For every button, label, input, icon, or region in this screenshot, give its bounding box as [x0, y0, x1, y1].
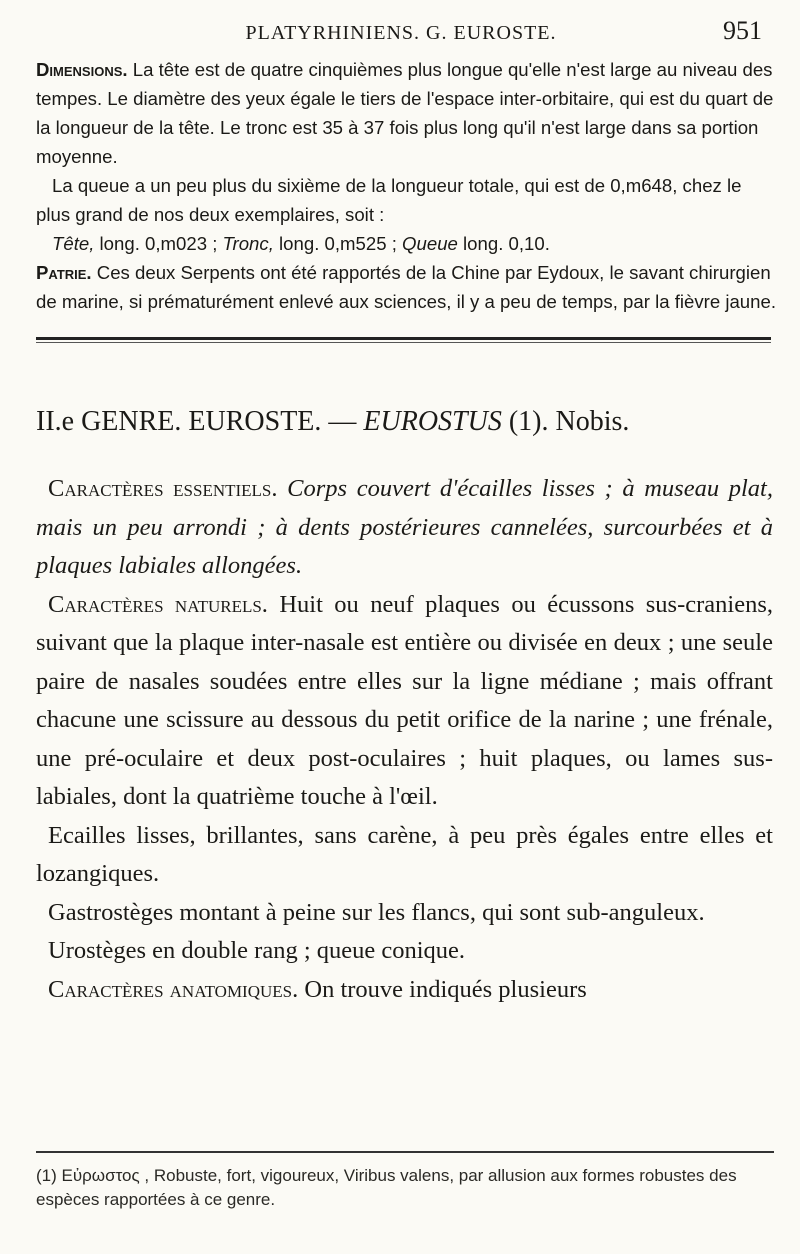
- measure-tail-value: long. 0,10.: [457, 233, 550, 254]
- genus-heading: [36, 404, 776, 440]
- section-divider-thin: [36, 342, 771, 343]
- genus-description: [36, 470, 773, 1009]
- genus-suffix: (1). Nobis.: [501, 406, 630, 437]
- footnote: (1) Εὐρωστος , Robuste, fort, vigoureux, Viribus valens, par allusion aux formes robustes des espèces rapportées à ce genre.: [36, 1166, 737, 1209]
- tail-paragraph: [36, 171, 776, 229]
- patrie-label: Patrie.: [36, 262, 92, 283]
- page-number: 951: [723, 16, 762, 45]
- essential-text: Corps couvert d'écailles lisses ; à museau plat, mais un peu arrondi ; à dents postérieures cannelées, surcourbées et à plaques labiales allongées.: [36, 475, 773, 579]
- anatomical-characters: [36, 971, 773, 1010]
- natural-characters: [36, 586, 773, 817]
- species-description: [36, 55, 776, 316]
- dimensions-paragraph: [36, 55, 776, 171]
- running-header: [40, 16, 762, 56]
- genus-latin-name: EUROSTUS: [363, 406, 502, 437]
- patrie-text: Ces deux Serpents ont été rapportés de la Chine par Eydoux, le savant chirurgien de marine, si prématurément enlevé aux sciences, il y a peu de temps, par la fièvre jaune.: [36, 262, 777, 312]
- measure-trunk-label: Tronc,: [222, 233, 274, 254]
- measurements-paragraph: [36, 229, 776, 258]
- measure-head-value: long. 0,m023 ;: [94, 233, 223, 254]
- anatomical-label: Caractères anatomiques.: [48, 975, 299, 1003]
- patrie-paragraph: [36, 258, 776, 316]
- measure-tail-label: Queue: [402, 233, 458, 254]
- urosteges-paragraph: Urostèges en double rang ; queue conique.: [48, 937, 466, 964]
- dimensions-label: Dimensions.: [36, 59, 128, 80]
- measure-trunk-value: long. 0,m525 ;: [273, 233, 403, 254]
- section-divider: [36, 337, 771, 340]
- essential-characters: [36, 470, 773, 586]
- natural-text: Huit ou neuf plaques ou écussons sus-craniens, suivant que la plaque inter-nasale est entière ou divisée en deux ; une seule paire de nasales soudées entre elles sur la ligne médiane ; mais offrant chacune une scissure au dessous du petit orifice de la narine ; une frénale, une pré-oculaire et deux post-oculaires ; huit plaques, ou lames sus-labiales, dont la quatrième touche à l'œil.: [36, 590, 773, 810]
- measure-head-label: Tête,: [52, 233, 95, 254]
- gastrosteges-paragraph: Gastrostèges montant à peine sur les flancs, qui sont sub-anguleux.: [48, 898, 705, 926]
- genus-prefix: II.e GENRE. EUROSTE. —: [36, 406, 364, 437]
- scales-paragraph: Ecailles lisses, brillantes, sans carène, à peu près égales entre elles et lozangiques.: [36, 821, 773, 887]
- anatomical-text: On trouve indiqués plusieurs: [298, 975, 587, 1003]
- footnote-divider: [36, 1151, 774, 1153]
- dimensions-text: La tête est de quatre cinquièmes plus longue qu'elle n'est large au niveau des tempes. Le diamètre des yeux égale le tiers de l'espace inter-orbitaire, qui est du quart de la longueur de la tête. Le tronc est 35 à 37 fois plus long qu'il n'est large dans sa portion moyenne.: [36, 59, 774, 167]
- tail-text: La queue a un peu plus du sixième de la longueur totale, qui est de 0,m648, chez le plus grand de nos deux exemplaires, soit :: [36, 175, 742, 225]
- running-title: PLATYRHINIENS. G. EUROSTE.: [245, 22, 557, 44]
- essential-label: Caractères essentiels.: [48, 475, 278, 502]
- natural-label: Caractères naturels.: [48, 590, 268, 618]
